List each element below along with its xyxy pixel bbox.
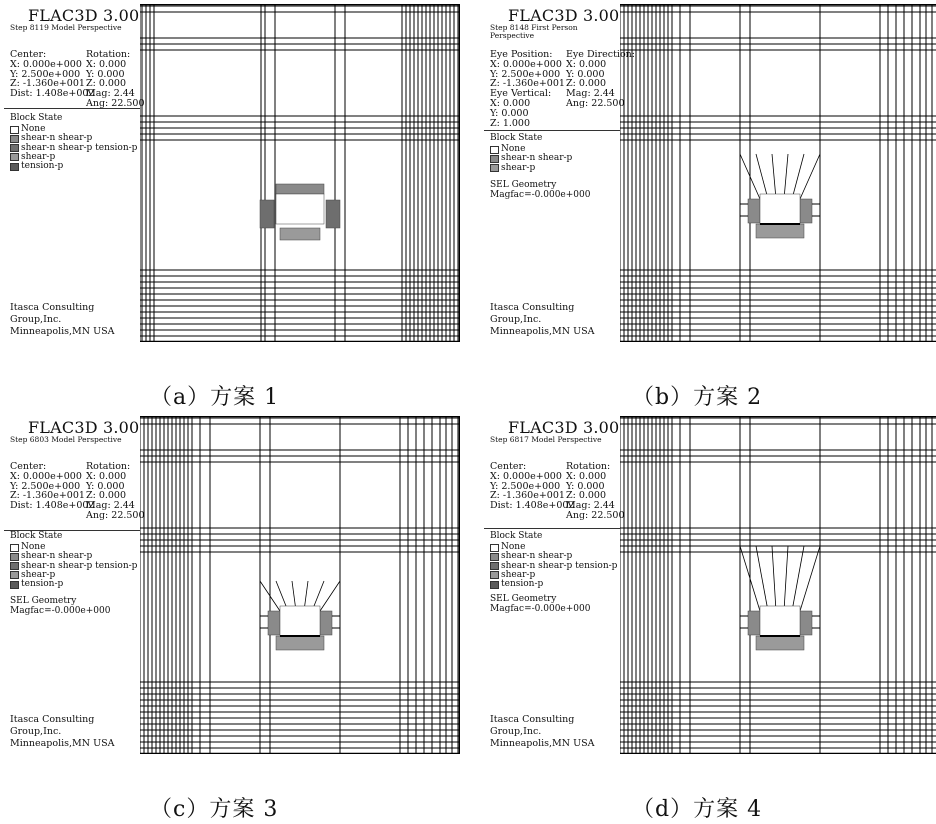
param-line: Z: 0.000	[566, 490, 607, 502]
info-column	[4, 416, 145, 754]
tunnel-opening	[276, 194, 324, 224]
param-line: Z: -1.360e+001	[10, 490, 85, 502]
legend-label: tension-p	[501, 579, 544, 590]
opening	[260, 581, 340, 650]
legend-label: tension-p	[21, 579, 64, 590]
sel-geometry	[10, 596, 110, 616]
param-line: Y: 0.000	[86, 480, 125, 492]
tunnel-opening	[760, 194, 800, 224]
bolt-line	[784, 154, 788, 199]
view-right-column	[86, 50, 145, 109]
swatch-none	[10, 544, 19, 552]
bolt-line	[756, 546, 768, 611]
param-line: Dist: 1.408e+002	[490, 500, 575, 512]
legend-item	[490, 580, 617, 589]
caption-b: （b）方案 2	[632, 385, 763, 410]
param-line: Z: 1.000	[490, 117, 531, 129]
sel-title: SEL Geometry	[10, 596, 77, 606]
swatch-shear-n-shear-p	[10, 135, 19, 143]
param-line: Y: 2.500e+000	[490, 480, 561, 492]
footer-location: Minneapolis,MN USA	[10, 326, 115, 337]
swatch-tension-p	[10, 163, 19, 171]
view-left-column	[10, 50, 94, 99]
footer	[10, 302, 140, 338]
param-line: Z: 0.000	[86, 490, 127, 502]
legend-label: shear-n shear-p	[501, 551, 573, 562]
right-heading: Rotation:	[86, 49, 131, 60]
step-label: Step 6817 Model Perspective	[490, 435, 602, 444]
param-line: Y: 0.000	[86, 68, 125, 80]
footer-company: Itasca Consulting Group,Inc.	[490, 302, 575, 325]
view-left-column	[490, 50, 565, 128]
right-heading: Eye Direction:	[566, 49, 635, 60]
swatch-shear-tension	[10, 562, 19, 570]
legend-item	[10, 580, 137, 589]
left-wall-plastic-zone	[260, 200, 274, 228]
bolt-line	[800, 546, 820, 611]
view-right-column	[86, 462, 145, 521]
separator	[4, 108, 140, 109]
software-title: FLAC3D 3.00	[508, 418, 620, 437]
bolt-line	[800, 154, 820, 199]
param-line: X: 0.000e+000	[10, 58, 82, 70]
right-wall-plastic-zone	[800, 611, 812, 635]
view-left-column	[490, 462, 574, 511]
sel-geometry	[490, 180, 590, 200]
param-line: Dist: 1.408e+002	[10, 88, 95, 100]
caption-d: （d）方案 4	[632, 797, 763, 822]
block-state-legend	[10, 114, 137, 171]
floor-plastic-zone	[276, 636, 324, 650]
left-heading: Center:	[10, 461, 47, 472]
panel-d	[484, 416, 936, 754]
caption-c: （c）方案 3	[150, 797, 279, 822]
legend-label: None	[21, 542, 46, 553]
param-line: Dist: 1.408e+002	[10, 500, 95, 512]
legend-title: Block State	[490, 133, 543, 143]
param-line: Y: 0.000	[566, 480, 605, 492]
bolt-line	[792, 546, 804, 611]
sel-value: Magfac=-0.000e+000	[490, 604, 591, 614]
opening	[740, 154, 820, 238]
legend-label: shear-n shear-p	[501, 153, 573, 164]
model-plot	[620, 4, 936, 342]
sel-title: SEL Geometry	[490, 594, 557, 604]
param-line: X: 0.000	[566, 58, 607, 70]
mesh-grid	[620, 4, 936, 342]
param-line: Y: 0.000	[566, 68, 605, 80]
swatch-shear-p	[10, 153, 19, 161]
param-line: X: 0.000	[86, 470, 127, 482]
param-line: Y: 2.500e+000	[10, 480, 81, 492]
param-line: Mag: 2.44	[566, 500, 615, 512]
left-heading: Center:	[490, 461, 527, 472]
sel-value: Magfac=-0.000e+000	[490, 190, 591, 200]
legend-label: tension-p	[21, 161, 64, 172]
param-line: Z: -1.360e+001	[490, 490, 565, 502]
panel-b	[484, 4, 936, 342]
info-column	[484, 4, 635, 342]
footer-location: Minneapolis,MN USA	[490, 326, 595, 337]
model-plot	[620, 416, 936, 754]
left-wall-plastic-zone	[268, 611, 280, 635]
right-wall-plastic-zone	[326, 200, 340, 228]
swatch-none	[490, 146, 499, 154]
left-heading: Center:	[10, 49, 47, 60]
right-wall-plastic-zone	[320, 611, 332, 635]
param-line: Ang: 22.500	[86, 509, 145, 521]
right-heading: Rotation:	[566, 461, 611, 472]
sel-title: SEL Geometry	[490, 180, 557, 190]
legend-label: shear-n shear-p tension-p	[21, 142, 138, 153]
footer-company: Itasca Consulting Group,Inc.	[10, 302, 95, 325]
bolt-line	[792, 154, 804, 199]
param-line: Mag: 2.44	[86, 88, 135, 100]
separator	[484, 130, 620, 131]
legend-label: shear-p	[21, 569, 56, 580]
swatch-none	[490, 544, 499, 552]
param-line: X: 0.000	[86, 58, 127, 70]
swatch-shear-p	[10, 571, 19, 579]
swatch-shear-n-shear-p	[10, 553, 19, 561]
panel-c	[4, 416, 460, 754]
swatch-tension-p	[490, 581, 499, 589]
param-line: Ang: 22.500	[566, 509, 625, 521]
param-line: X: 0.000e+000	[490, 58, 562, 70]
footer	[490, 302, 620, 338]
view-left-column	[10, 462, 94, 511]
footer-location: Minneapolis,MN USA	[490, 738, 595, 749]
swatch-shear-p	[490, 571, 499, 579]
param-line: X: 0.000e+000	[490, 470, 562, 482]
swatch-shear-tension	[490, 562, 499, 570]
opening	[260, 184, 340, 240]
param-line: Z: 0.000	[566, 78, 607, 90]
legend-label: shear-p	[501, 162, 536, 173]
mesh-grid	[140, 416, 460, 754]
right-wall-plastic-zone	[800, 199, 812, 223]
mesh-grid	[140, 4, 460, 342]
legend-label: shear-p	[501, 569, 536, 580]
legend-item	[10, 162, 137, 171]
model-plot	[140, 416, 460, 754]
param-line: Z: 0.000	[86, 78, 127, 90]
left-wall-plastic-zone	[748, 199, 760, 223]
legend-title: Block State	[10, 531, 63, 541]
info-column	[484, 416, 625, 754]
legend-label: None	[501, 542, 526, 553]
opening	[740, 546, 820, 650]
step-label: Step 8119 Model Perspective	[10, 23, 122, 32]
legend-label: shear-n shear-p tension-p	[501, 560, 618, 571]
tunnel-opening	[280, 606, 320, 636]
block-state-legend	[490, 532, 617, 589]
param-line: Eye Vertical:	[490, 88, 552, 100]
swatch-none	[10, 126, 19, 134]
tunnel-opening	[760, 606, 800, 636]
param-line: Mag: 2.44	[86, 500, 135, 512]
param-line: Y: 2.500e+000	[10, 68, 81, 80]
param-line: Y: 0.000	[490, 107, 529, 119]
view-right-column	[566, 462, 625, 521]
bolt-line	[320, 581, 340, 611]
caption-a: （a）方案 1	[150, 385, 280, 410]
swatch-tension-p	[10, 581, 19, 589]
sel-geometry	[490, 594, 590, 614]
software-title: FLAC3D 3.00	[508, 6, 620, 25]
block-state-legend	[10, 532, 137, 589]
model-plot	[140, 4, 460, 342]
param-line: Y: 2.500e+000	[490, 68, 561, 80]
footer-company: Itasca Consulting Group,Inc.	[10, 714, 95, 737]
swatch-shear-n-shear-p	[490, 155, 499, 163]
bolt-line	[772, 154, 776, 199]
right-heading: Rotation:	[86, 461, 131, 472]
step-label: Step 8148 First Person Perspective	[490, 23, 578, 40]
legend-label: shear-n shear-p	[21, 551, 93, 562]
param-line: X: 0.000	[490, 97, 531, 109]
param-line: Z: -1.360e+001	[10, 78, 85, 90]
swatch-shear-tension	[10, 144, 19, 152]
panel-a	[4, 4, 460, 342]
software-title: FLAC3D 3.00	[28, 6, 140, 25]
swatch-shear-n-shear-p	[490, 553, 499, 561]
roof-plastic-zone	[276, 184, 324, 194]
sel-value: Magfac=-0.000e+000	[10, 606, 111, 616]
bolt-line	[784, 546, 788, 611]
bolt-line	[756, 154, 768, 199]
step-label: Step 6803 Model Perspective	[10, 435, 122, 444]
legend-label: None	[21, 124, 46, 135]
floor-plastic-zone	[756, 636, 804, 650]
info-column	[4, 4, 145, 342]
param-line: X: 0.000	[566, 470, 607, 482]
mesh-grid	[620, 416, 936, 754]
floor-plastic-zone	[280, 228, 320, 240]
block-state-legend	[490, 134, 572, 173]
footer-location: Minneapolis,MN USA	[10, 738, 115, 749]
floor-plastic-zone	[756, 224, 804, 238]
param-line: Ang: 22.500	[566, 97, 625, 109]
legend-label: None	[501, 144, 526, 155]
left-heading: Eye Position:	[490, 49, 553, 60]
legend-title: Block State	[490, 531, 543, 541]
left-wall-plastic-zone	[748, 611, 760, 635]
legend-item	[490, 164, 572, 173]
swatch-shear-p	[490, 164, 499, 172]
param-line: Z: -1.360e+001	[490, 78, 565, 90]
footer	[490, 714, 620, 750]
footer	[10, 714, 140, 750]
param-line: Mag: 2.44	[566, 88, 615, 100]
legend-label: shear-p	[21, 151, 56, 162]
param-line: Ang: 22.500	[86, 97, 145, 109]
legend-label: shear-n shear-p tension-p	[21, 560, 138, 571]
legend-title: Block State	[10, 113, 63, 123]
separator	[484, 528, 620, 529]
software-title: FLAC3D 3.00	[28, 418, 140, 437]
bolt-line	[772, 546, 776, 611]
footer-company: Itasca Consulting Group,Inc.	[490, 714, 575, 737]
param-line: X: 0.000e+000	[10, 470, 82, 482]
legend-label: shear-n shear-p	[21, 133, 93, 144]
